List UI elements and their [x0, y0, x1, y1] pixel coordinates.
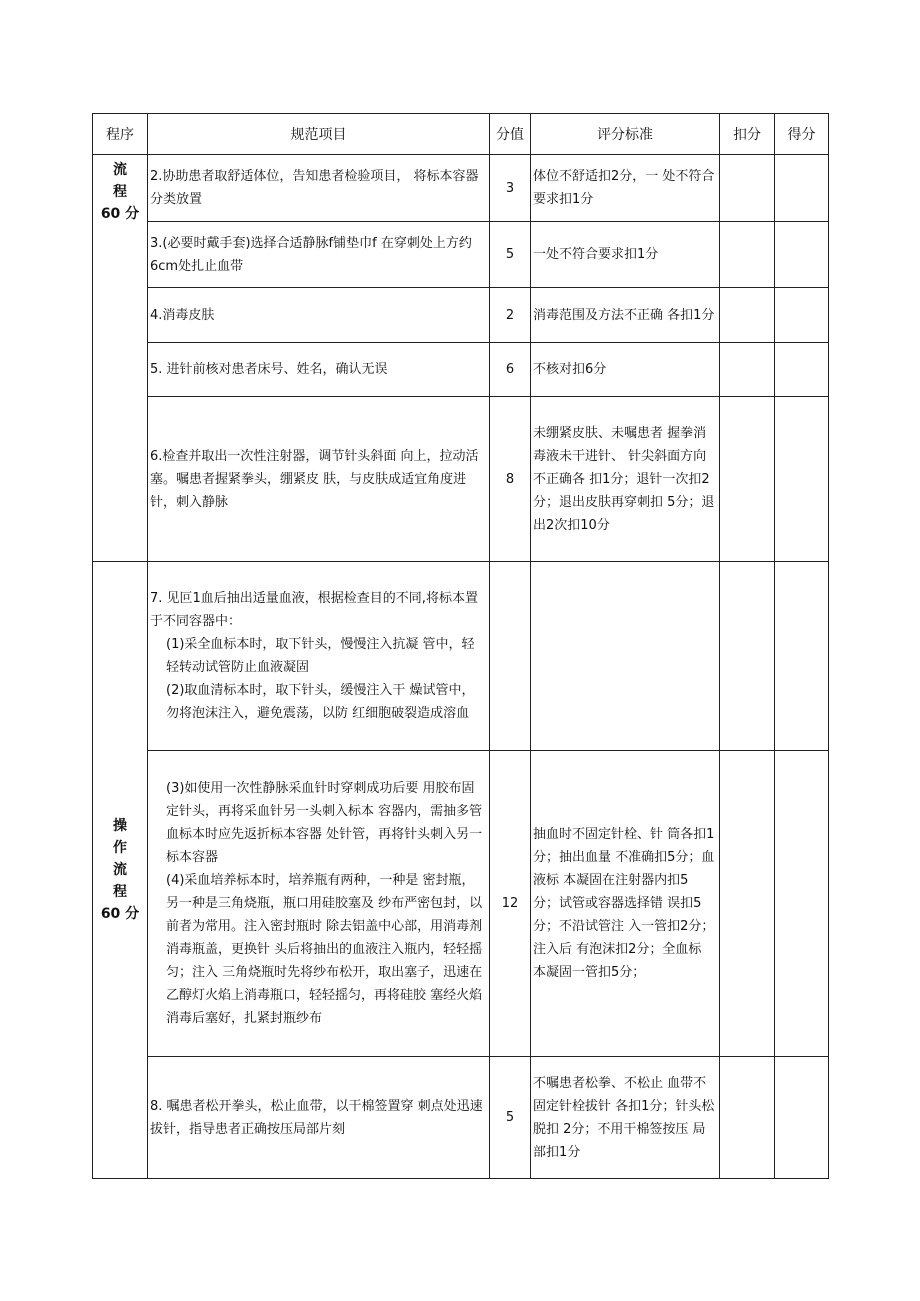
deduct-cell[interactable] — [720, 343, 775, 397]
criteria-cell: 不核对扣6分 — [531, 343, 720, 397]
item-cell: 4.消毒皮肤 — [148, 288, 490, 343]
earned-cell[interactable] — [775, 155, 829, 222]
deduct-cell[interactable] — [720, 562, 775, 751]
table-row — [93, 343, 829, 397]
deduct-cell[interactable] — [720, 288, 775, 343]
score-cell: 5 — [490, 222, 531, 288]
earned-cell[interactable] — [775, 288, 829, 343]
earned-cell[interactable] — [775, 1057, 829, 1179]
table-row — [93, 397, 829, 562]
table-row — [93, 751, 829, 1057]
earned-cell[interactable] — [775, 343, 829, 397]
criteria-cell: 不嘱患者松拳、不松止 血带不固定针栓拔针 各扣1分；针头松脱扣 2分；不用干棉签按压 局部扣1分 — [531, 1057, 720, 1179]
item-cell: 2.协助患者取舒适体位，告知患者检验项目， 将标本容器分类放置 — [148, 155, 490, 222]
score-cell — [490, 562, 531, 751]
item-cell: 5. 进针前核对患者床号、姓名，确认无误 — [148, 343, 490, 397]
score-cell: 2 — [490, 288, 531, 343]
score-cell: 3 — [490, 155, 531, 222]
header-procedure: 程序 — [93, 114, 148, 155]
table-row — [93, 222, 829, 288]
criteria-cell: 抽血时不固定针栓、针 筒各扣1分；抽出血量 不准确扣5分；血液标 本凝固在注射器内扣5 分；试管或容器选择错 误扣5分；不沿试管注 入一管扣2分；注入后 有泡沫扣2分；全血标 本凝固一管扣5分； — [531, 751, 720, 1057]
criteria-cell: 消毒范围及方法不正确 各扣1分 — [531, 288, 720, 343]
criteria-cell: 体位不舒适扣2分，一 处不符合要求扣1分 — [531, 155, 720, 222]
table-row — [93, 288, 829, 343]
criteria-cell: 一处不符合要求扣1分 — [531, 222, 720, 288]
earned-cell[interactable] — [775, 562, 829, 751]
deduct-cell[interactable] — [720, 1057, 775, 1179]
score-cell: 12 — [490, 751, 531, 1057]
procedure-group-label: 操 作 流 程 60 分 — [93, 562, 148, 1179]
item-cell: 8. 嘱患者松开拳头，松止血带，以干棉签置穿 刺点处迅速拔针，指导患者正确按压局部片刻 — [148, 1057, 490, 1179]
header-item: 规范项目 — [148, 114, 490, 155]
header-criteria: 评分标准 — [531, 114, 720, 155]
earned-cell[interactable] — [775, 222, 829, 288]
criteria-cell — [531, 562, 720, 751]
criteria-cell: 未绷紧皮肤、未嘱患者 握拳消毒液未干进针、 针尖斜面方向不正确各 扣1分；退针一次扣2 分；退出皮肤再穿刺扣 5分；退出2次扣10分 — [531, 397, 720, 562]
item-cell: (3)如使用一次性静脉采血针时穿刺成功后要 用胶布固定针头，再将采血针另一头刺入标本 容器内，需抽多管血标本时应先返折标本容器 处针管，再将针头刺入另一标本容器 (4)采血培养标本时，培养瓶有两种，一种是 密封瓶，另一种是三角烧瓶，瓶口用硅胶塞及 纱布严密包封，以前者为常用。注入密封瓶时 除去铝盖中心部，用消毒剂消毒瓶盖，更换针 头后将抽出的血液注入瓶内，轻轻摇匀；注入 三角烧瓶时先将纱布松开，取出塞子，迅速在 乙醇灯火焰上消毒瓶口，轻轻摇匀，再将硅胶 塞经火焰消毒后塞好，扎紧封瓶纱布 — [148, 751, 490, 1057]
score-cell: 6 — [490, 343, 531, 397]
score-cell: 5 — [490, 1057, 531, 1179]
header-row — [93, 114, 829, 155]
header-deduct: 扣分 — [720, 114, 775, 155]
item-cell: 3.(必要时戴手套)选择合适静脉f铺垫巾f 在穿刺处上方约6cm处扎止血带 — [148, 222, 490, 288]
item-cell: 7. 见叵1血后抽出适量血液，根据检查目的不同,将标本置于不同容器中： (1)采全血标本时，取下针头，慢慢注入抗凝 管中，轻轻转动试管防止血液凝固 (2)取血清标本时，取下针头，缓慢注入干 燥试管中，勿将泡沫注入，避免震荡，以防 红细胞破裂造成溶血 — [148, 562, 490, 751]
table-row — [93, 155, 829, 222]
table-row — [93, 562, 829, 751]
deduct-cell[interactable] — [720, 222, 775, 288]
table-row — [93, 1057, 829, 1179]
earned-cell[interactable] — [775, 397, 829, 562]
scoring-table — [92, 113, 829, 1179]
earned-cell[interactable] — [775, 751, 829, 1057]
header-earned: 得分 — [775, 114, 829, 155]
deduct-cell[interactable] — [720, 397, 775, 562]
deduct-cell[interactable] — [720, 155, 775, 222]
procedure-group-label: 流 程 60 分 — [93, 155, 148, 562]
item-cell: 6.检查并取出一次性注射器，调节针头斜面 向上，拉动活塞。嘱患者握紧拳头，绷紧皮 肤，与皮肤成适宜角度进针，刺入静脉 — [148, 397, 490, 562]
deduct-cell[interactable] — [720, 751, 775, 1057]
score-cell: 8 — [490, 397, 531, 562]
header-score: 分值 — [490, 114, 531, 155]
